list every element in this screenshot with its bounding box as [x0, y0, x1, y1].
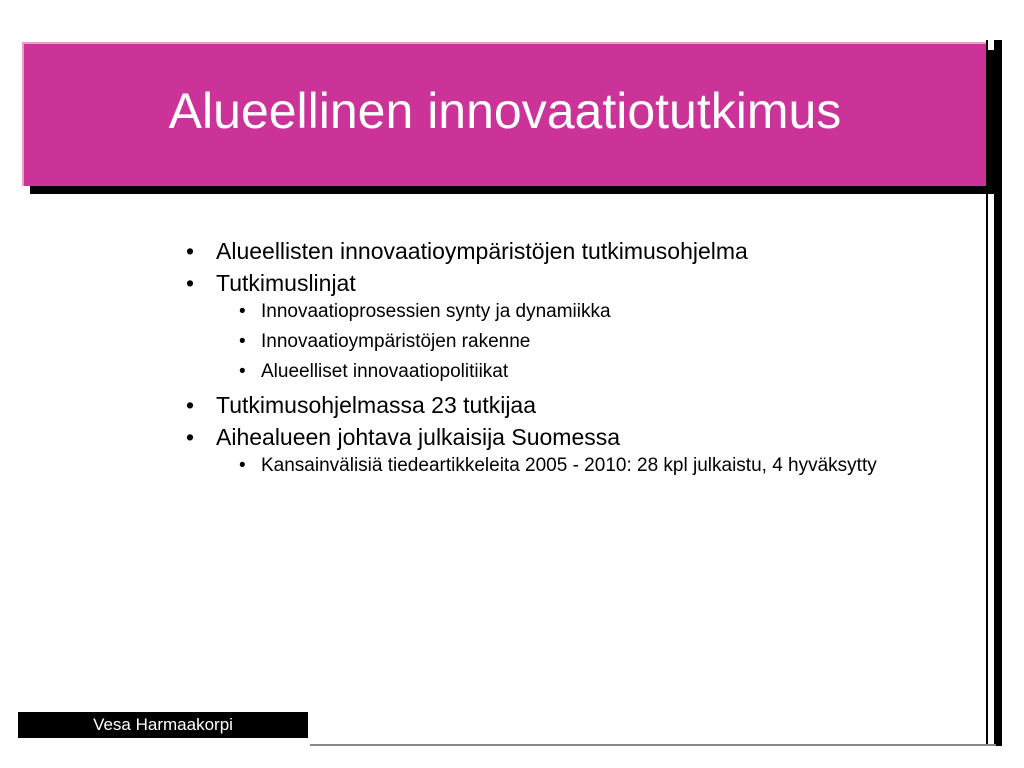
bullet-text: Alueellisten innovaatioympäristöjen tutkimusohjelma: [216, 238, 748, 264]
sub-bullet-item: [202, 330, 882, 353]
sub-bullet-text: Innovaatioprosessien synty ja dynamiikka: [261, 301, 611, 322]
right-border-thin: [986, 40, 988, 746]
bullet-icon: •: [186, 238, 195, 264]
sub-bullet-text: Kansainvälisiä tiedeartikkeleita 2005 - 2010: 28 kpl julkaistu, 4 hyväksytty: [261, 455, 877, 476]
bullet-icon: •: [186, 270, 195, 296]
bullet-item: [182, 390, 882, 420]
bullet-icon: •: [186, 392, 195, 418]
sub-bullet-icon: •: [239, 331, 246, 352]
footer-author: Vesa Harmaakorpi: [18, 712, 308, 738]
sub-bullet-text: Innovaatioympäristöjen rakenne: [261, 331, 531, 352]
sub-bullet-icon: •: [239, 455, 246, 476]
bullet-item: [182, 422, 882, 452]
bullet-text: Tutkimuslinjat: [216, 270, 356, 296]
sub-bullet-item: [202, 360, 882, 383]
right-border: [994, 40, 1002, 746]
bullet-text: Aihealueen johtava julkaisija Suomessa: [216, 424, 621, 450]
bottom-divider: [310, 744, 996, 746]
bullet-text: Tutkimusohjelmassa 23 tutkijaa: [216, 392, 537, 418]
bullet-icon: •: [186, 424, 195, 450]
sub-bullet-list: [182, 300, 882, 383]
slide-title: Alueellinen innovaatiotutkimus: [168, 83, 842, 139]
sub-bullet-item: [202, 454, 882, 477]
sub-bullet-icon: •: [239, 301, 246, 322]
sub-bullet-text: Alueelliset innovaatiopolitiikat: [261, 361, 509, 382]
sub-list-container: [182, 300, 882, 383]
bullet-item: [182, 268, 882, 298]
sub-bullet-item: [202, 300, 882, 323]
sub-bullet-list: [182, 454, 882, 477]
sub-list-container: [182, 454, 882, 477]
bullet-list: [182, 236, 882, 484]
sub-bullet-icon: •: [239, 361, 246, 382]
bullet-item: [182, 236, 882, 266]
title-banner: [22, 42, 986, 186]
